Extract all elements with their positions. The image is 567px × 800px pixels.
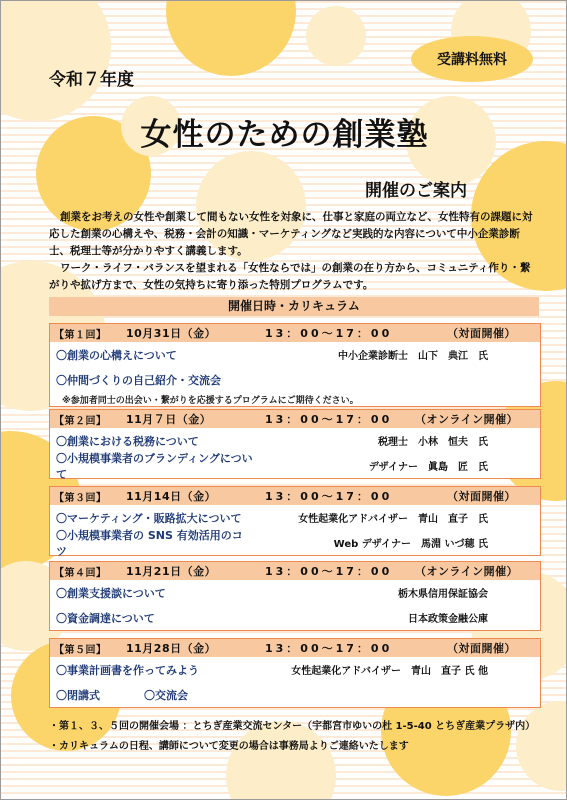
- speaker-name: 女性起業化アドバイザー 青山 直子 氏: [298, 514, 488, 525]
- session-date: 11月21日（金）: [126, 565, 217, 578]
- session-date: 11月14日（金）: [126, 490, 217, 503]
- session-number: 【第１回】: [54, 329, 107, 341]
- session-format: （オンライン開催）: [415, 413, 519, 426]
- speaker-name: 栃木県信用保証協会: [398, 589, 488, 600]
- session-format: （オンライン開催）: [415, 565, 519, 578]
- speaker-name: 日本政策金融公庫: [408, 614, 488, 625]
- session-format: （対面開催）: [447, 327, 516, 340]
- session-card: [49, 638, 541, 708]
- topic-row: [50, 528, 540, 558]
- decor-circle: [306, 6, 366, 66]
- session-number: 【第５回】: [54, 644, 107, 656]
- session-time: 13：00～17：00: [265, 565, 393, 578]
- topic-title: 〇事業計画書を作ってみよう: [56, 663, 199, 677]
- session-header: [50, 410, 540, 428]
- topic-title: 〇小規模事業者のブランディングについて: [56, 451, 253, 481]
- session-note: ※参加者同士の出会い・繋がりを応援するプログラムにご期待ください。: [62, 395, 359, 406]
- topic-title: 〇創業における税務について: [56, 434, 199, 448]
- session-format: （対面開催）: [447, 642, 516, 655]
- session-card: [49, 561, 541, 631]
- topic-row: [50, 682, 540, 707]
- topic-row: [50, 451, 540, 481]
- session-number: 【第３回】: [54, 492, 107, 504]
- intro-paragraph: ワーク・ライフ・バランスを望まれる「女性ならでは」の創業の在り方から、コミュニティ作り・繋がりや拡げ方まで、女性の気持ちに寄り添った特別プログラムです。: [49, 262, 531, 291]
- fiscal-year-label: 令和７年度: [49, 70, 134, 90]
- topic-title: 〇資金調達について: [56, 611, 155, 625]
- session-header: [50, 639, 540, 657]
- session-time: 13：00～17：00: [265, 327, 393, 340]
- decor-circle: [0, 0, 111, 121]
- session-date: 11月28日（金）: [126, 642, 217, 655]
- topic-title: 〇閉講式 〇交流会: [56, 688, 188, 702]
- session-number: 【第２回】: [54, 415, 107, 427]
- session-time: 13：00～17：00: [265, 413, 393, 426]
- speaker-name: 中小企業診断士 山下 典江 氏: [338, 351, 488, 362]
- page-subtitle: 開催のご案内: [365, 181, 467, 201]
- speaker-name: デザイナー 眞島 匠 氏: [368, 462, 488, 473]
- change-note: ・カリキュラムの日程、講師について変更の場合は事務局よりご連絡いたします: [49, 741, 409, 752]
- speaker-name: 女性起業化アドバイザー 青山 直子 氏 他: [291, 666, 488, 677]
- topic-row: [50, 605, 540, 630]
- session-time: 13：00～17：00: [265, 642, 393, 655]
- session-date: 11月７日（金）: [126, 413, 212, 426]
- session-header: [50, 487, 540, 505]
- topic-title: 〇創業の心構えについて: [56, 348, 177, 362]
- venue-note: ・第１、３、５回の開催会場 ：とちぎ産業交流センター（宇都宮市ゆいの杜 1-5-40 とちぎ産業プラザ内）: [49, 721, 536, 732]
- speaker-name: Web デザイナー 馬淵 いづ穂 氏: [333, 539, 488, 550]
- intro-paragraph: 創業をお考えの女性や創業して間もない女性を対象に、仕事と家庭の両立など、女性特有の課題に対応した創業の心構えや、税務・会計の知識・マーケティングなど実践的な内容について中小企業診断士、税理士等が分かりやすく講義します。: [49, 211, 533, 257]
- footer-notes: [49, 717, 549, 757]
- decor-circle: [166, 0, 296, 76]
- free-tuition-badge: 受講料無料: [411, 36, 533, 82]
- session-format: （対面開催）: [447, 490, 516, 503]
- topic-title: 〇小規模事業者の SNS 有効活用のコツ: [56, 528, 243, 558]
- topic-row: [50, 342, 540, 367]
- session-time: 13：00～17：00: [265, 490, 393, 503]
- topic-title: 〇マーケティング・販路拡大について: [56, 511, 242, 525]
- topic-title: 〇仲間づくりの自己紹介・交流会: [56, 373, 221, 387]
- session-date: 10月31日（金）: [126, 327, 217, 340]
- session-header: [50, 324, 540, 342]
- curriculum-header: 開催日時・カリキュラム: [49, 297, 539, 316]
- topic-row: [50, 580, 540, 605]
- page-title: 女性のための創業塾: [140, 117, 429, 153]
- topic-row: [50, 367, 540, 392]
- session-header: [50, 562, 540, 580]
- session-card: [49, 323, 541, 407]
- session-number: 【第４回】: [54, 567, 107, 579]
- topic-title: 〇創業支援談について: [56, 586, 166, 600]
- intro-text: [49, 209, 539, 294]
- speaker-name: 税理士 小林 恒夫 氏: [378, 437, 488, 448]
- session-card: [49, 486, 541, 556]
- session-card: [49, 409, 541, 479]
- topic-row: [50, 657, 540, 682]
